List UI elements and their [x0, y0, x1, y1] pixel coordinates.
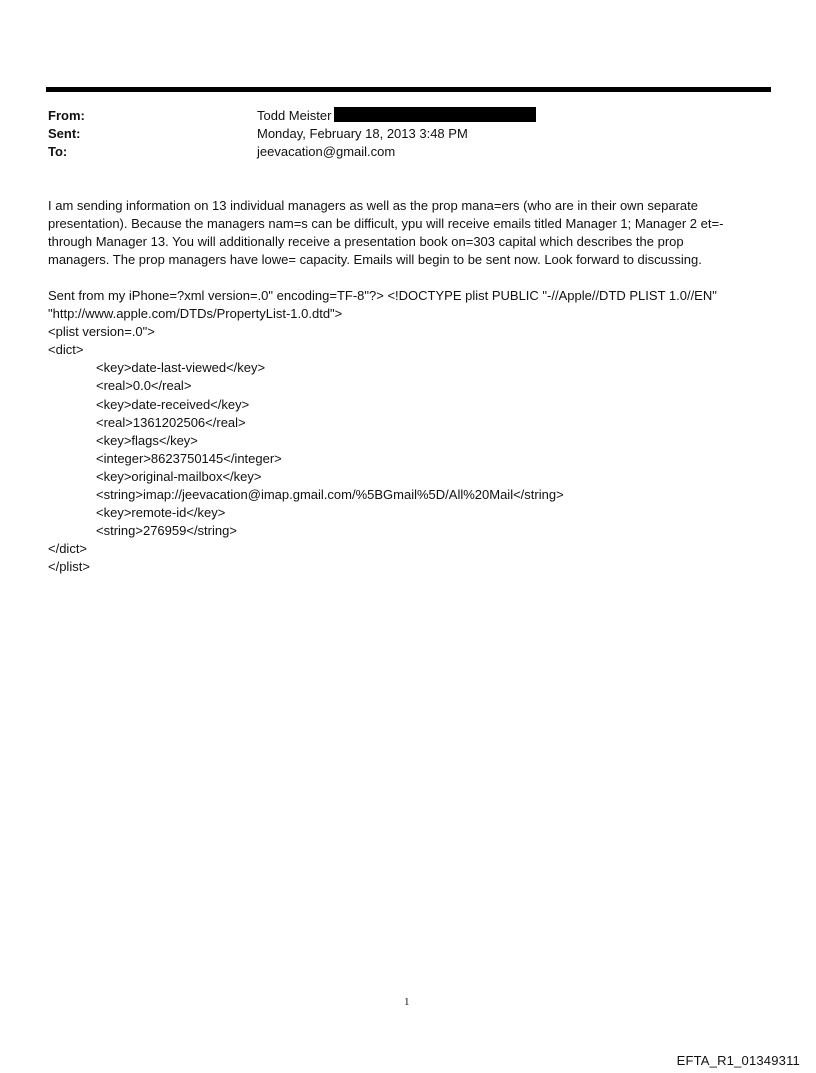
plist-line: <key>flags</key> [96, 432, 198, 448]
from-value: Todd Meister [257, 108, 332, 123]
body-line: through Manager 13. You will additionally receive a presentation book on=303 capital which describes the prop [48, 234, 684, 249]
plist-line: <real>1361202506</real> [96, 414, 246, 430]
plist-line: <key>date-received</key> [96, 396, 250, 412]
redaction-block [334, 107, 536, 122]
plist-line: <dict> [48, 342, 84, 358]
from-row [48, 107, 768, 125]
body-line: I am sending information on 13 individual managers as well as the prop mana=ers (who are in their own separate [48, 198, 698, 213]
plist-line: </dict> [48, 541, 88, 557]
to-label: To: [48, 144, 68, 159]
plist-line: <key>original-mailbox</key> [96, 468, 262, 484]
from-value-container [257, 107, 536, 125]
sent-label: Sent: [48, 126, 81, 141]
from-label: From: [48, 108, 85, 123]
plist-block [48, 287, 768, 577]
plist-line: "http://www.apple.com/DTDs/PropertyList-1.0.dtd"> [48, 306, 343, 322]
message-body [48, 197, 768, 269]
plist-line: <key>remote-id</key> [96, 505, 226, 521]
plist-line: <integer>8623750145</integer> [96, 450, 282, 466]
to-value: jeevacation@gmail.com [257, 144, 396, 159]
to-row [48, 143, 768, 161]
plist-line: <plist version=.0"> [48, 324, 155, 340]
body-line: managers. The prop managers have lowe= capacity. Emails will begin to be sent now. Look forward to discussing. [48, 252, 702, 267]
sent-value: Monday, February 18, 2013 3:48 PM [257, 126, 468, 141]
plist-line: <key>date-last-viewed</key> [96, 360, 266, 376]
header-rule [46, 87, 771, 92]
plist-line: <real>0.0</real> [96, 378, 192, 394]
document-id: EFTA_R1_01349311 [676, 1053, 800, 1068]
plist-line: Sent from my iPhone=?xml version=.0" encoding=TF-8"?> <!DOCTYPE plist PUBLIC "-//Apple//DTD PLIST 1.0//EN" [48, 288, 717, 303]
plist-line: <string>imap://jeevacation@imap.gmail.com/%5BGmail%5D/All%20Mail</string> [96, 487, 564, 503]
page-number: 1 [404, 996, 410, 1008]
plist-line: <string>276959</string> [96, 523, 237, 539]
sent-row [48, 125, 768, 143]
body-line: presentation). Because the managers nam=s can be difficult, ypu will receive emails titled Manager 1; Manager 2 et=- [48, 216, 724, 231]
plist-line: </plist> [48, 559, 90, 575]
